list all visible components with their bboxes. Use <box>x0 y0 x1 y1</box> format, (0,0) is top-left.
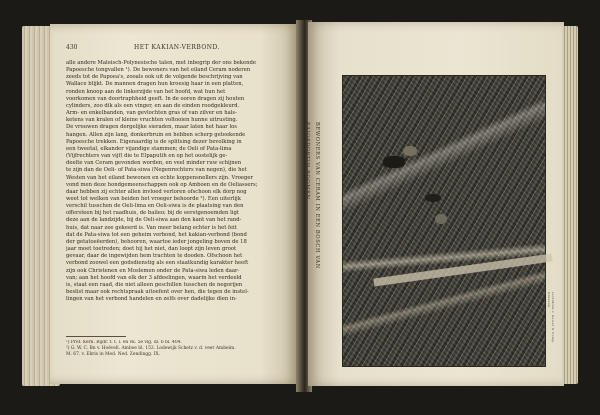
text-line: huis, dat naar zee gekeerd is. Van meer belang echter is het feit <box>66 224 237 231</box>
text-line: verschil tusschen de Oeli-lima en Oeli-siwa is de plaatsing van den <box>66 203 244 210</box>
text-line: beslist maar ook rechtspraak uitoefent over hen, die tegen de instel- <box>66 289 249 295</box>
text-line: is, staat een raad, die niet alleen geschillen tusschen de negorijen <box>66 281 243 288</box>
photo-credit: Lichtdruk v. Kaiser & Comp. Gravenh. <box>547 292 555 344</box>
body-text <box>66 60 288 330</box>
page-header <box>66 44 284 54</box>
text-line: alle andere Maleisch-Polynesische talen, met inbegrip der ons bekende <box>66 60 256 66</box>
running-head: HET KAKIAN-VERBOND. <box>134 44 221 51</box>
text-line: een tweetal, elkander vijandige stammen; de Oeli of Pata-lima <box>66 145 232 152</box>
text-line: deze aan de landzijde, bij de Oeli-siwa aan den kant van het rand- <box>66 217 242 224</box>
text-line: dat de Pata-siwa tot een geheim verbond, het kakian-verbond (bond <box>66 231 247 238</box>
footnote-rule <box>66 336 126 337</box>
text-line: lingen van het verbond handelen en zelfs over dadelijke dien in- <box>66 296 237 303</box>
text-line: Westen van het eiland bewonen en echte koppensnellers zijn. Vroeger <box>66 174 253 181</box>
text-line: te zijn dan de Oeli- of Pata-siwa (Negenrechters van negen), die het <box>66 167 247 174</box>
text-line: jaar moet toetreden; doet hij het niet, dan loopt zijn leven groot <box>66 246 237 253</box>
text-line: Papoesche trekken. Eigenaardig is de splitsing dezer bevolking in <box>66 138 242 145</box>
text-line: der getatoeëerden), behooren, waartoe ieder jongeling boven de 18 <box>66 238 247 245</box>
person-figure <box>435 214 447 224</box>
text-line: Papoesche tongvallen ¹). De bewoners van het eiland Ceram noderen <box>66 67 251 74</box>
text-line: van; aan het hoofd van elk der 3 afdeelingen, waarin het verdeeld <box>66 274 242 281</box>
page-number: 430 <box>66 44 78 51</box>
text-line: daar hebben zij echter allen invloed verloren ofschoon elk dorp nog <box>66 188 247 195</box>
photograph-plate <box>343 76 545 366</box>
text-line: offersteen bij het raadhuis, de baileo; bij de eerstgenoemden ligt <box>66 210 239 217</box>
text-line: zeeds tot de Papoea's, zooals ook uit de volgende beschrijving van <box>66 74 243 81</box>
footnotes <box>66 340 288 359</box>
person-figure <box>403 146 417 156</box>
text-line: De vrouwen dragen dergelijke sieraden, maar laten het haar los <box>66 124 237 131</box>
footnote: ²) G. W. C. Bn v. Hoëvell. Amboe bl. 153. Lodewijk Schetz v. d. veer Ambeim. <box>66 346 236 352</box>
text-line: cylinders, zoo dik als een vinger, en aan de einden roodgekleurd. <box>66 102 240 109</box>
text-line: (Vijfrechters van vijf) die te Elpaputih en op het oostelijk ge- <box>66 153 228 160</box>
text-line: vond men deze hondgemeenschappen ook op Amboen en de Oeliassers; <box>66 181 258 188</box>
text-line: ronden knoop aan de linkerzijde van het hoofd, wat hun het <box>66 88 226 95</box>
text-line: verbond zoowel een godsdienstig als een staatkundig karakter heeft <box>66 260 249 267</box>
text-line: deelte van Ceram gevonden worden, en veel minder ruw schijnen <box>66 160 242 167</box>
person-figure <box>425 194 441 202</box>
right-page-edges <box>562 26 578 384</box>
footnote: ¹) Prof. Kern. Bijdr. t. t. l. en vk. 5e vlg. dl. 6 bl. 404. <box>66 340 182 345</box>
person-figure <box>383 156 405 168</box>
text-line: ketens van kralen of kleine vruchten voltooien hunne uitrusting. <box>66 117 238 124</box>
plate-caption: BEWONERS VAN CERAM IN EEN BOSCH VAN KAJOEPOETIH-BOOMEN. <box>304 122 320 269</box>
text-line: Arm- en enkelbanden, van gevlochten gras of van zilver en hals- <box>66 110 237 117</box>
text-line: hangen. Allen zijn lang, donkerbruin en hebben scherp geteekende <box>66 131 246 138</box>
text-line: weet tot welken van beiden het vroeger behoorde ²). Een uiterlijk <box>66 195 241 202</box>
text-line: voorkomen van doortraphheid geeft. In de ooren dragen zij houten <box>66 95 245 102</box>
text-line: zijn ook Christenen en Moslemen onder de Pata-siwa leden daar- <box>66 267 240 274</box>
text-line: Wallace blijkt. De mannen dragen hun kroesig haar in een platten, <box>66 81 244 88</box>
text-line: gevaar, daar de ingewijden hem trachten te dooden. Ofschoon het <box>66 253 243 260</box>
footnote: M. 67. v. Ekris in Med. Ned. Zendingg. IX. <box>66 352 160 358</box>
